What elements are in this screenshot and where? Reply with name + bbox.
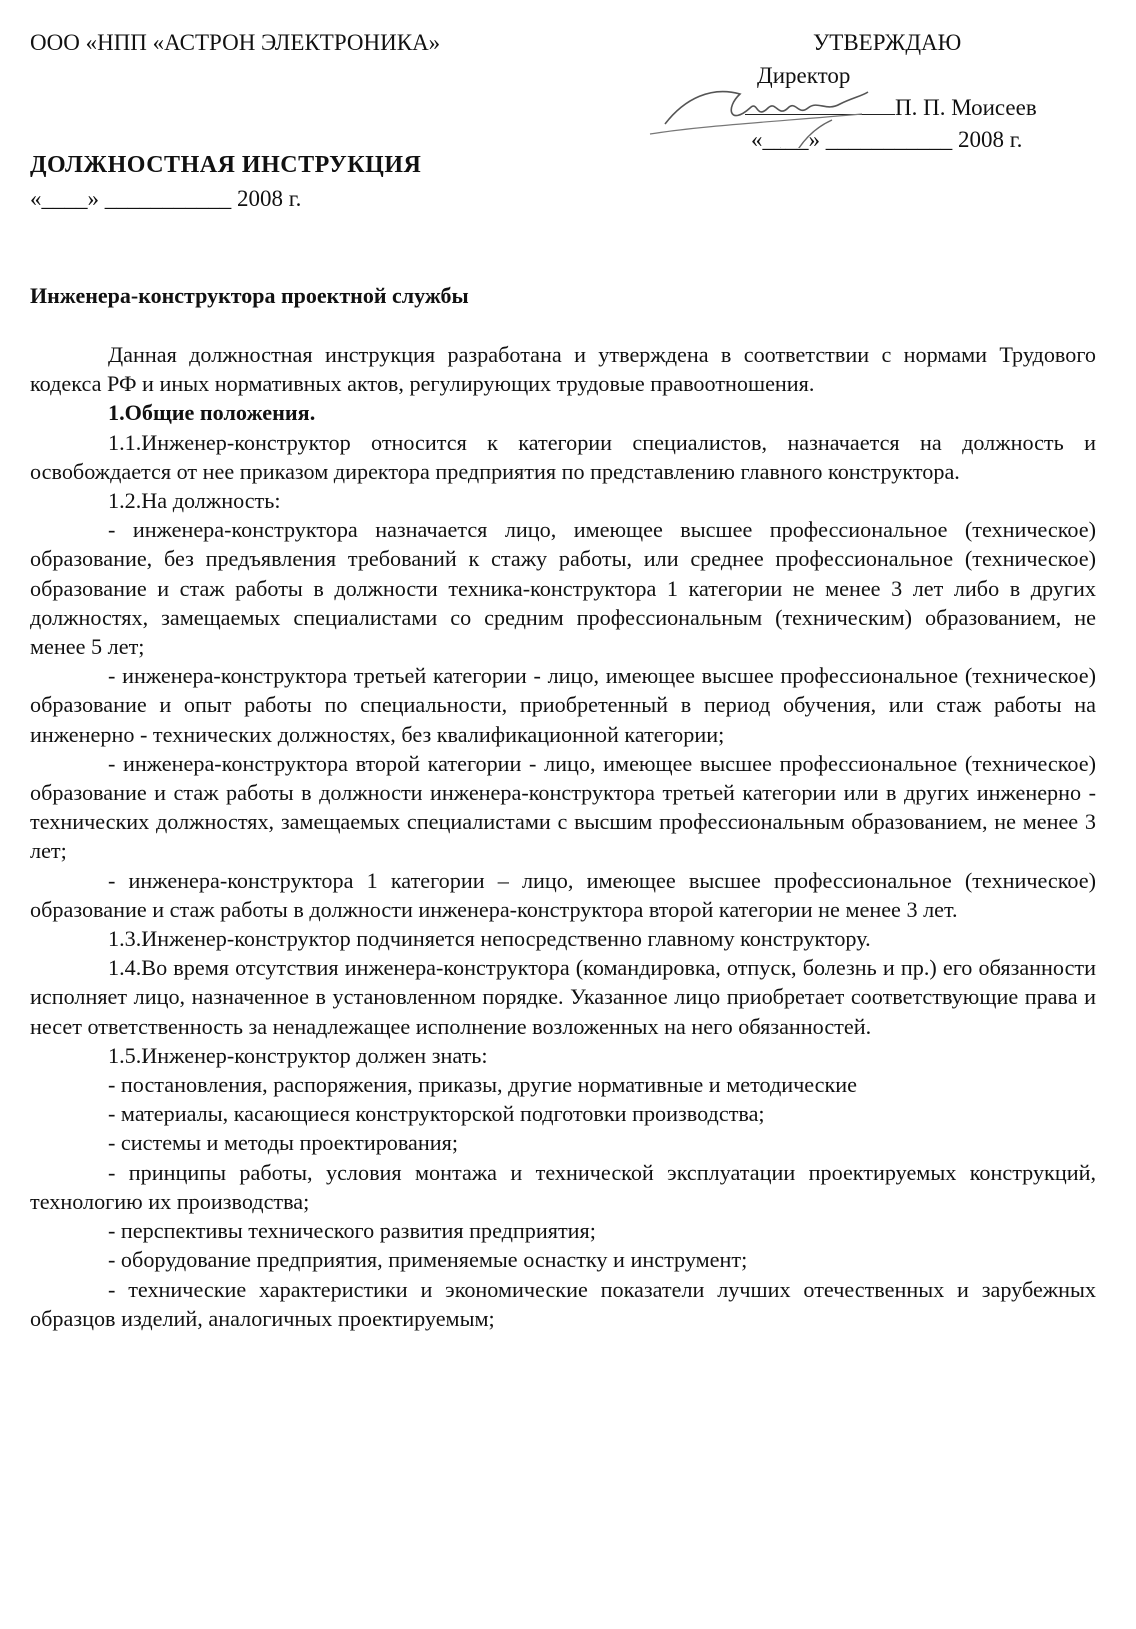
organization-name: ООО «НПП «АСТРОН ЭЛЕКТРОНИКА» (30, 30, 441, 55)
paragraph: 1.4.Во время отсутствия инженера-конструктора (командировка, отпуск, болезнь и пр.) его обязанности исполняет лицо, назначенное в установленном порядке. Указанное лицо приобретает соответствующие права и несет ответственность за ненадлежащее исполнение возложенных на него обязанностей. (30, 955, 1096, 1039)
approver-role: Директор (757, 63, 851, 88)
document-date-line: «____» ___________ 2008 г. (30, 186, 302, 211)
paragraph: 1.2.На должность: (108, 488, 281, 514)
paragraph: Данная должностная инструкция разработана и утверждена в соответствии с нормами Трудового кодекса РФ и иных нормативных актов, регулирующих трудовые правоотношения. (30, 342, 1096, 397)
paragraph: 1.1.Инженер-конструктор относится к категории специалистов, назначается на должность и освобождается от нее приказом директора предприятия по представлению главного конструктора. (30, 429, 1096, 484)
document-title: ДОЛЖНОСТНАЯ ИНСТРУКЦИЯ (30, 152, 422, 178)
list-item: - принципы работы, условия монтажа и технической эксплуатации проектируемых конструкций, технологию их производства; (30, 1159, 1096, 1214)
list-item: - оборудование предприятия, применяемые оснастку и инструмент; (108, 1247, 748, 1273)
paragraph: - инженера-конструктора третьей категории - лицо, имеющее высшее профессиональное (техническое) образование и опыт работы по специальности, приобретенный в период обучения, или стаж работы на инженерно - технических должностях, без квалификационной категории; (30, 663, 1096, 747)
paragraph: 1.3.Инженер-конструктор подчиняется непосредственно главному конструктору. (108, 926, 871, 952)
document-subtitle: Инженера-конструктора проектной службы (30, 283, 469, 308)
list-item: - технические характеристики и экономические показатели лучших отечественных и зарубежных образцов изделий, аналогичных проектируемым; (30, 1276, 1096, 1331)
approval-date-line: «____» ___________ 2008 г. (751, 127, 1023, 152)
list-item: - системы и методы проектирования; (108, 1130, 459, 1156)
approval-word: УТВЕРЖДАЮ (813, 30, 962, 55)
approval-block (745, 30, 1105, 160)
approver-name: П. П. Моисеев (895, 95, 1037, 120)
document-body (30, 340, 1096, 1333)
paragraph: 1.5.Инженер-конструктор должен знать: (108, 1042, 488, 1068)
list-item: - материалы, касающиеся конструкторской подготовки производства; (108, 1101, 765, 1127)
list-item: - перспективы технического развития предприятия; (108, 1218, 596, 1244)
paragraph: - инженера-конструктора назначается лицо, имеющее высшее профессиональное (техническое) образование, без предъявления требований к стажу работы, или среднее профессиональное (техническое) образование и стаж работы в должности техника-конструктора 1 категории не менее 3 лет либо в других должностях, замещаемых специалистами со средним профессиональным (техническим) образованием, не менее 5 лет; (30, 517, 1096, 660)
handwritten-signature (630, 68, 870, 148)
paragraph: - инженера-конструктора 1 категории – лицо, имеющее высшее профессиональное (техническое) образование и стаж работы в должности инженера-конструктора второй категории не менее 3 лет. (30, 867, 1096, 922)
paragraph: - инженера-конструктора второй категории - лицо, имеющее высшее профессиональное (техническое) образование и стаж работы в должности инженера-конструктора третьей категории или в других инженерно - технических должностях, замещаемых специалистами с высшим профессиональным образованием, не менее 3 лет; (30, 750, 1096, 864)
list-item: - постановления, распоряжения, приказы, другие нормативные и методические (108, 1072, 858, 1098)
section-heading: 1.Общие положения. (108, 400, 316, 426)
